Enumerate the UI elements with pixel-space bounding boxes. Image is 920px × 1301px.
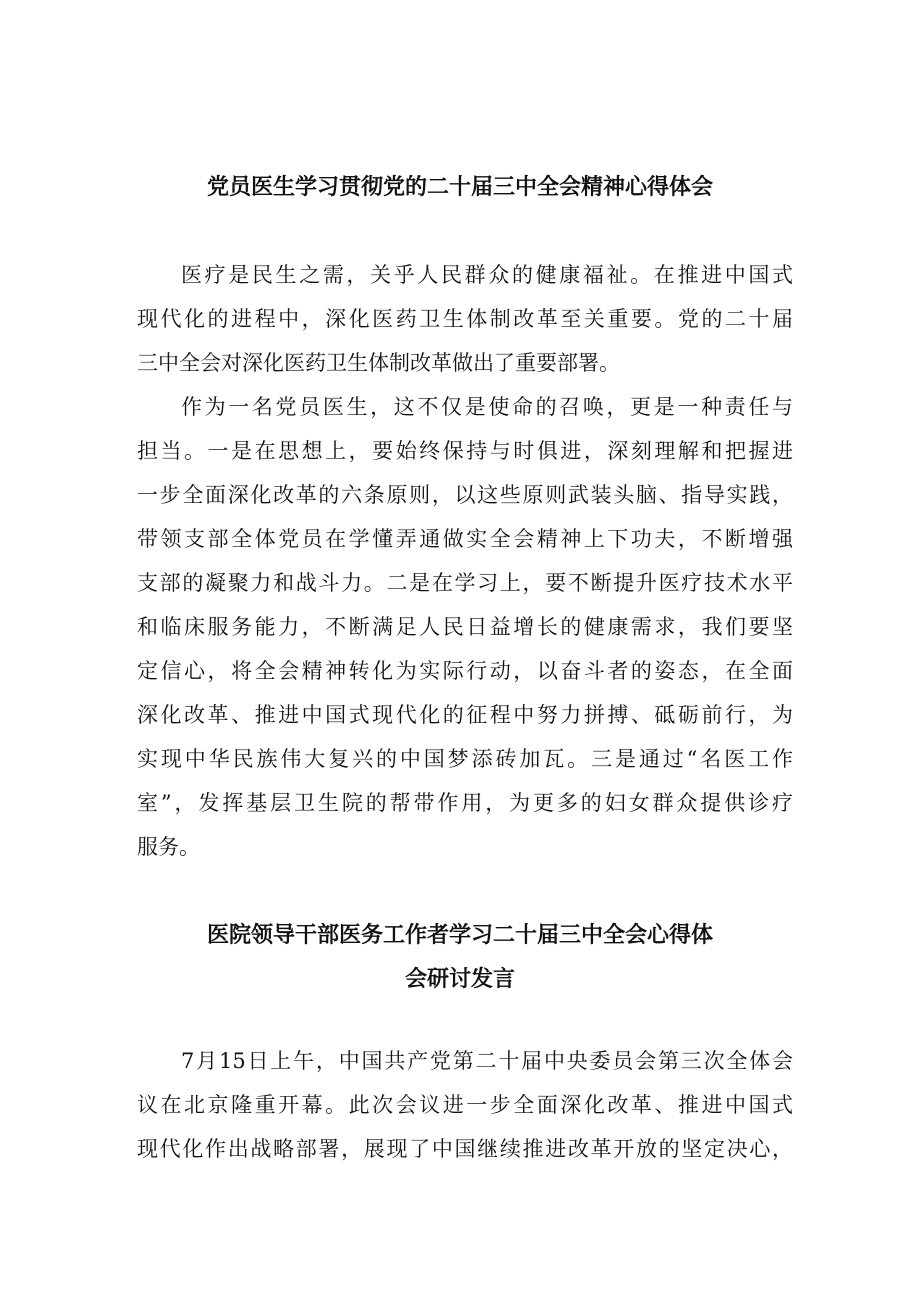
article2-title bbox=[100, 914, 820, 1002]
text-line: 支部的凝聚力和战斗力。二是在学习上，要不断提升医疗技术水平 bbox=[137, 571, 793, 595]
text-line: 深化改革、推进中国式现代化的征程中努力拼搏、砥砺前行，为 bbox=[137, 703, 793, 727]
text-line: 7月15日上午，中国共产党第二十届中央委员会第三次全体会 bbox=[181, 1049, 793, 1073]
text-line: 担当。一是在思想上，要始终保持与时俱进，深刻理解和把握进 bbox=[137, 439, 793, 463]
text-line: 议在北京隆重开幕。此次会议进一步全面深化改革、推进中国式 bbox=[137, 1093, 793, 1117]
text-line: 实现中华民族伟大复兴的中国梦添砖加瓦。三是通过“名医工作 bbox=[137, 747, 793, 771]
article2-paragraph-1 bbox=[137, 1039, 793, 1171]
text-line: 服务。 bbox=[137, 835, 200, 859]
text-line: 医疗是民生之需，关乎人民群众的健康福祉。在推进中国式 bbox=[181, 263, 793, 287]
text-line: 作为一名党员医生，这不仅是使命的召唤，更是一种责任与 bbox=[181, 395, 793, 419]
text-line: 现代化作出战略部署，展现了中国继续推进改革开放的坚定决心， bbox=[137, 1137, 793, 1161]
article1-paragraph-2 bbox=[137, 385, 793, 869]
text-line: 和临床服务能力，不断满足人民日益增长的健康需求，我们要坚 bbox=[137, 615, 793, 639]
text-line: 定信心，将全会精神转化为实际行动，以奋斗者的姿态，在全面 bbox=[137, 659, 793, 683]
article2-title-line: 医院领导干部医务工作者学习二十届三中全会心得体 bbox=[206, 923, 713, 948]
article2-title-line: 会研讨发言 bbox=[404, 967, 515, 992]
article1-paragraph-1 bbox=[137, 253, 793, 385]
text-line: 现代化的进程中，深化医药卫生体制改革至关重要。党的二十届 bbox=[137, 307, 793, 331]
text-line: 一步全面深化改革的六条原则，以这些原则武装头脑、指导实践， bbox=[137, 483, 793, 507]
article1-title: 党员医生学习贯彻党的二十届三中全会精神心得体会 bbox=[206, 175, 713, 200]
text-line: 室”，发挥基层卫生院的帮带作用，为更多的妇女群众提供诊疗 bbox=[137, 791, 793, 815]
text-line: 带领支部全体党员在学懂弄通做实全会精神上下功夫，不断增强 bbox=[137, 527, 793, 551]
text-line: 三中全会对深化医药卫生体制改革做出了重要部署。 bbox=[137, 351, 620, 375]
